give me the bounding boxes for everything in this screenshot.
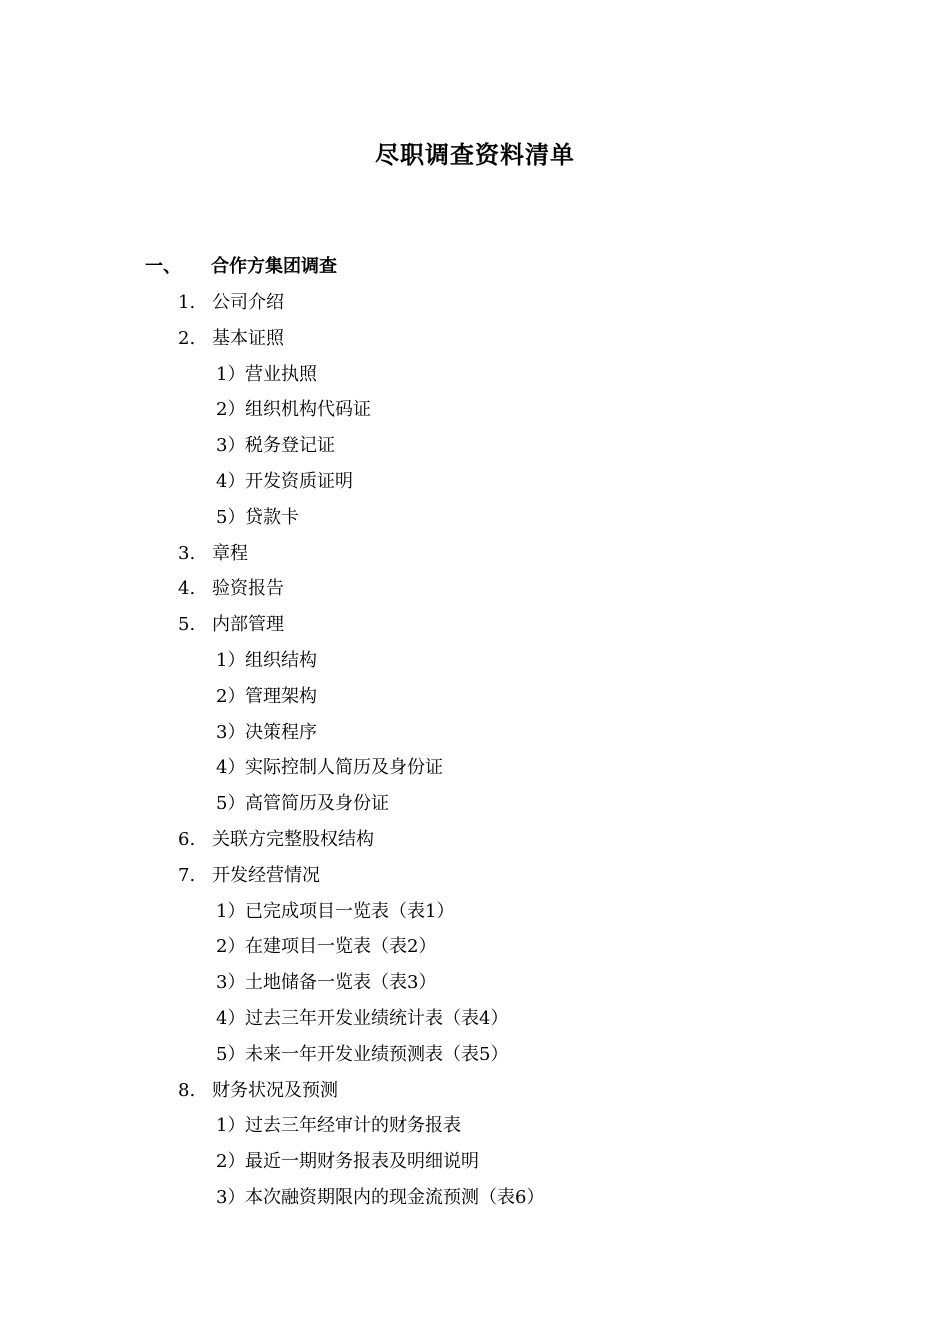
item-text: 组织机构代码证 xyxy=(245,399,371,421)
item-text: 贷款卡 xyxy=(245,506,299,528)
item-number: 2. xyxy=(178,327,196,349)
item-number: 1） xyxy=(216,649,246,671)
item-text: 高管简历及身份证 xyxy=(245,793,389,815)
item-number: 1） xyxy=(216,363,246,385)
item-number: 5） xyxy=(216,506,246,528)
item-number: 3） xyxy=(216,972,246,994)
checklist-item xyxy=(0,610,950,646)
item-text: 最近一期财务报表及明细说明 xyxy=(245,1151,479,1173)
checklist-subitem xyxy=(0,503,950,539)
item-text: 本次融资期限内的现金流预测（表6） xyxy=(245,1186,545,1208)
item-number: 1） xyxy=(216,1115,246,1137)
item-text: 未来一年开发业绩预测表（表5） xyxy=(245,1043,509,1065)
item-number: 6. xyxy=(178,828,196,850)
checklist-subitem xyxy=(0,1183,950,1219)
item-number: 2） xyxy=(216,936,246,958)
checklist-subitem xyxy=(0,467,950,503)
checklist-subitem xyxy=(0,789,950,825)
item-number: 7. xyxy=(178,864,196,886)
checklist-subitem xyxy=(0,1111,950,1147)
item-number: 3） xyxy=(216,1186,246,1208)
item-text: 开发经营情况 xyxy=(212,864,320,886)
item-number: 2） xyxy=(216,399,246,421)
checklist-subitem xyxy=(0,360,950,396)
item-text: 章程 xyxy=(212,542,248,564)
document-title: 尽职调查资料清单 xyxy=(375,141,575,169)
item-number: 3） xyxy=(216,721,246,743)
item-number: 2） xyxy=(216,685,246,707)
section-label: 合作方集团调查 xyxy=(211,256,337,277)
item-number: 2） xyxy=(216,1151,246,1173)
checklist-subitem xyxy=(0,431,950,467)
checklist-subitem xyxy=(0,1040,950,1076)
item-number: 8. xyxy=(178,1079,196,1101)
item-text: 过去三年经审计的财务报表 xyxy=(245,1115,461,1137)
item-number: 4） xyxy=(216,757,246,779)
checklist-item xyxy=(0,324,950,360)
item-number: 3） xyxy=(216,435,246,457)
item-text: 在建项目一览表（表2） xyxy=(245,936,437,958)
checklist-item xyxy=(0,288,950,324)
checklist-item xyxy=(0,861,950,897)
checklist-subitem xyxy=(0,1004,950,1040)
item-text: 开发资质证明 xyxy=(245,470,353,492)
item-text: 验资报告 xyxy=(212,578,284,600)
item-text: 管理架构 xyxy=(245,685,317,707)
item-number: 4） xyxy=(216,1007,246,1029)
item-text: 过去三年开发业绩统计表（表4） xyxy=(245,1007,509,1029)
item-text: 关联方完整股权结构 xyxy=(212,828,374,850)
item-text: 已完成项目一览表（表1） xyxy=(245,900,455,922)
item-text: 土地储备一览表（表3） xyxy=(245,972,437,994)
item-text: 税务登记证 xyxy=(245,435,335,457)
checklist-item xyxy=(0,825,950,861)
item-text: 营业执照 xyxy=(245,363,317,385)
checklist-subitem xyxy=(0,968,950,1004)
item-text: 内部管理 xyxy=(212,614,284,636)
checklist-subitem xyxy=(0,646,950,682)
item-number: 5） xyxy=(216,1043,246,1065)
item-number: 5. xyxy=(178,614,196,636)
item-text: 公司介绍 xyxy=(212,292,284,313)
checklist-subitem xyxy=(0,718,950,754)
checklist-subitem xyxy=(0,395,950,431)
checklist-subitem xyxy=(0,682,950,718)
section-number: 一、 xyxy=(145,256,181,277)
checklist-subitem xyxy=(0,897,950,933)
item-number: 1. xyxy=(178,292,196,313)
checklist-subitem xyxy=(0,932,950,968)
item-number: 4. xyxy=(178,578,196,600)
item-number: 5） xyxy=(216,793,246,815)
item-text: 决策程序 xyxy=(245,721,317,743)
checklist-item xyxy=(0,1076,950,1112)
item-text: 基本证照 xyxy=(212,327,284,349)
checklist xyxy=(0,288,950,1219)
checklist-item xyxy=(0,539,950,575)
checklist-subitem xyxy=(0,1147,950,1183)
checklist-item xyxy=(0,574,950,610)
item-number: 4） xyxy=(216,470,246,492)
item-text: 组织结构 xyxy=(245,649,317,671)
item-number: 3. xyxy=(178,542,196,564)
item-text: 财务状况及预测 xyxy=(212,1079,338,1101)
item-number: 1） xyxy=(216,900,246,922)
checklist-subitem xyxy=(0,753,950,789)
item-text: 实际控制人简历及身份证 xyxy=(245,757,443,779)
